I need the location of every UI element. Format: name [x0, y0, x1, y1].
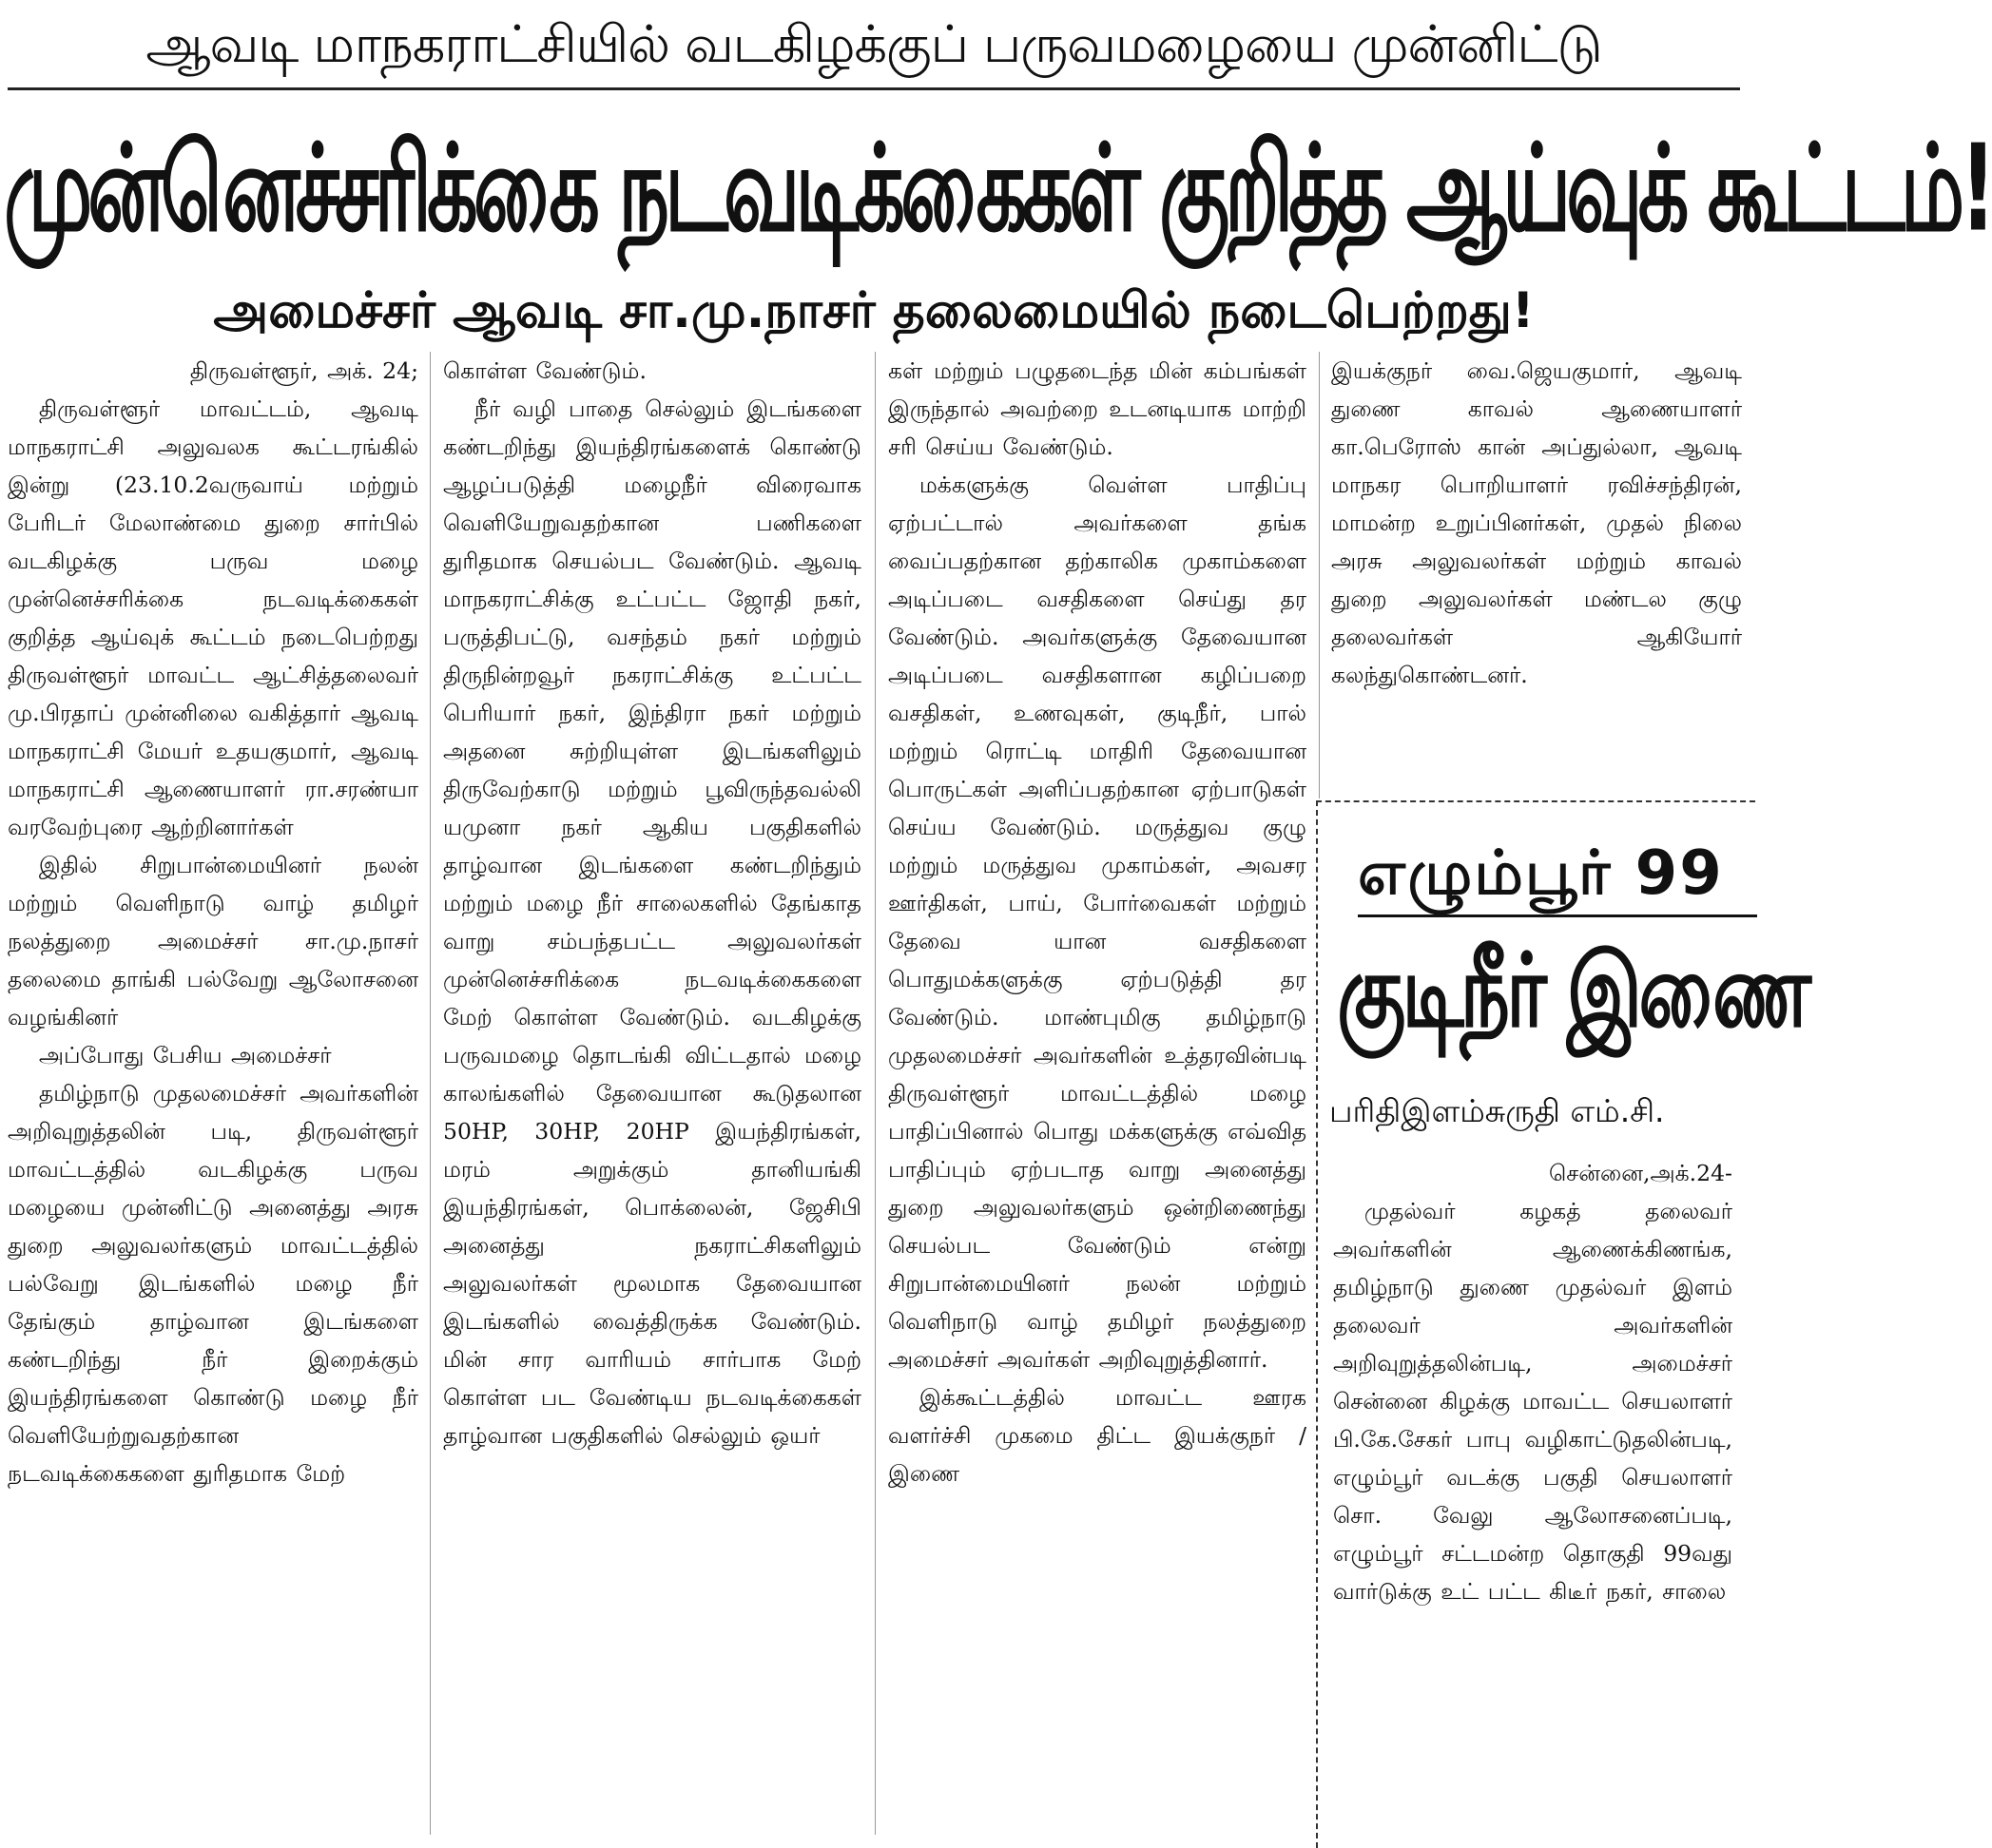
article-column-4: [1331, 352, 1742, 770]
article-paragraph: இக்கூட்டத்தில் மாவட்ட ஊரக வளர்ச்சி முகமை திட்ட இயக்குநர் / இணை: [888, 1384, 1306, 1487]
column-divider: [1319, 352, 1320, 799]
article-column-3: [888, 352, 1306, 1835]
article-paragraph: திருவள்ளூர் மாவட்டம், ஆவடி மாநகராட்சி அலுவலக கூட்டரங்கில் இன்று (23.10.2வருவாய் மற்றும் பேரிடர் மேலாண்மை துறை சார்பில் வடகிழக்கு பருவ மழை முன்னெச்சரிக்கை நடவடிக்கைகள் குறித்த ஆய்வுக் கூட்டம் நடைபெற்றது திருவள்ளூர் மாவட்ட ஆட்சித்தலைவர் மு.பிரதாப் முன்னிலை வகித்தார் ஆவடி மாநகராட்சி மேயர் உதயகுமார், ஆவடி மாநகராட்சி ஆணையாளர் ரா.சரண்யா வரவேற்புரை ஆற்றினார்கள்: [8, 395, 418, 840]
article-paragraph: அப்போது பேசிய அமைச்சர்: [38, 1042, 332, 1068]
article-dateline: திருவள்ளூர், அக். 24;: [189, 357, 418, 384]
article-paragraph: தமிழ்நாடு முதலமைச்சர் அவர்களின் அறிவுறுத்தலின் படி, திருவள்ளூர் மாவட்டத்தில் வடகிழக்கு பருவ மழையை முன்னிட்டு அனைத்து அரசு துறை அலுவலர்களும் மாவட்டத்தில் பல்வேறு இடங்களில் மழை நீர் தேங்கும் தாழ்வான இடங்களை கண்டறிந்து நீர் இறைக்கும் இயந்திரங்களை கொண்டு மழை நீர் வெளியேற்றுவதற்கான நடவடிக்கைகளை துரிதமாக மேற்: [8, 1080, 418, 1487]
sidebar-story-paragraph: முதல்வர் கழகத் தலைவர் அவர்களின் ஆணைக்கிணங்க, தமிழ்நாடு துணை முதல்வர் இளம் தலைவர் அவர்களின் அறிவுறுத்தலின்படி, அமைச்சர் சென்னை கிழக்கு மாவட்ட செயலாளர் பி.கே.சேகர் பாபு வழிகாட்டுதலின்படி, எழும்பூர் வடக்கு பகுதி செயலாளர் சொ. வேலு ஆலோசனைப்படி, எழும்பூர் சட்டமன்ற தொகுதி 99வது வார்டுக்கு உட் பட்ட கிடீர் நகர், சாலை: [1333, 1198, 1732, 1605]
sidebar-story-byline: பரிதிஇளம்சுருதி எம்.சி.: [1329, 1092, 1665, 1129]
kicker-headline: ஆவடி மாநகராட்சியில் வடகிழக்குப் பருவமழையை முன்னிட்டு: [145, 14, 1602, 74]
sidebar-story-rule: [1358, 914, 1757, 917]
article-paragraph: கள் மற்றும் பழுதடைந்த மின் கம்பங்கள் இருந்தால் அவற்றை உடனடியாக மாற்றி சரி செய்ய வேண்டும்.: [888, 357, 1306, 460]
main-headline: முன்னெச்சரிக்கை நடவடிக்கைகள் குறித்த ஆய்வுக் கூட்டம்!: [4, 118, 1992, 259]
article-paragraph: இயக்குநர் வை.ஜெயகுமார், ஆவடி துணை காவல் ஆணையாளர் கா.பெரோஸ் கான் அப்துல்லா, ஆவடி மாநகர பொறியாளர் ரவிச்சந்திரன், மாமன்ற உறுப்பினர்கள், முதல் நிலை அரசு அலுவலர்கள் மற்றும் காவல் துறை அலுவலர்கள் மண்டல குழு தலைவர்கள் ஆகியோர் கலந்துகொண்டனர்.: [1331, 357, 1742, 688]
sidebar-story-body: [1333, 1154, 1732, 1838]
article-paragraph: மக்களுக்கு வெள்ள பாதிப்பு ஏற்பட்டால் அவர்களை தங்க வைப்பதற்கான தற்காலிக முகாம்களை அடிப்படை வசதிகளை செய்து தர வேண்டும். அவர்களுக்கு தேவையான அடிப்படை வசதிகளான கழிப்பறை வசதிகள், உணவுகள், குடிநீர், பால் மற்றும் ரொட்டி மாதிரி தேவையான பொருட்கள் அளிப்பதற்கான ஏற்பாடுகள் செய்ய வேண்டும். மருத்துவ குழு மற்றும் மருத்துவ முகாம்கள், அவசர ஊர்திகள், பாய், போர்வைகள் மற்றும் தேவை யான வசதிகளை பொதுமக்களுக்கு ஏற்படுத்தி தர வேண்டும். மாண்புமிகு தமிழ்நாடு முதலமைச்சர் அவர்களின் உத்தரவின்படி திருவள்ளூர் மாவட்டத்தில் மழை பாதிப்பினால் பொது மக்களுக்கு எவ்வித பாதிப்பும் ஏற்படாத வாறு அனைத்து துறை அலுவலர்களும் ஒன்றிணைந்து செயல்பட வேண்டும் என்று சிறுபான்மையினர் நலன் மற்றும் வெளிநாடு வாழ் தமிழர் நலத்துறை அமைச்சர் அவர்கள் அறிவுறுத்தினார்.: [888, 472, 1306, 1373]
sidebar-story-kicker: எழும்பூர் 99: [1358, 838, 1724, 909]
article-paragraph: இதில் சிறுபான்மையினர் நலன் மற்றும் வெளிநாடு வாழ் தமிழர் நலத்துறை அமைச்சர் சா.மு.நாசர் தலைமை தாங்கி பல்வேறு ஆலோசனை வழங்கினர்: [8, 852, 418, 1030]
subheadline: அமைச்சர் ஆவடி சா.மு.நாசர் தலைமையில் நடைபெற்றது!: [213, 282, 1535, 339]
article-paragraph: கொள்ள வேண்டும்.: [443, 357, 647, 384]
sidebar-story-headline: குடிநீர் இணை: [1337, 933, 1808, 1051]
column-divider: [430, 352, 431, 1835]
sidebar-story-box: [1316, 800, 1808, 1848]
article-paragraph: நீர் வழி பாதை செல்லும் இடங்களை கண்டறிந்து இயந்திரங்களைக் கொண்டு ஆழப்படுத்தி மழைநீர் விரைவாக வெளியேறுவதற்கான பணிகளை துரிதமாக செயல்பட வேண்டும். ஆவடி மாநகராட்சிக்கு உட்பட்ட ஜோதி நகர், பருத்திபட்டு, வசந்தம் நகர் மற்றும் திருநின்றவூர் நகராட்சிக்கு உட்பட்ட பெரியார் நகர், இந்திரா நகர் மற்றும் அதனை சுற்றியுள்ள இடங்களிலும் திருவேற்காடு மற்றும் பூவிருந்தவல்லி யமுனா நகர் ஆகிய பகுதிகளில் தாழ்வான இடங்களை கண்டறிந்தும் மற்றும் மழை நீர் சாலைகளில் தேங்காத வாறு சம்பந்தபட்ட அலுவலர்கள் முன்னெச்சரிக்கை நடவடிக்கைகளை மேற் கொள்ள வேண்டும். வடகிழக்கு பருவமழை தொடங்கி விட்டதால் மழை காலங்களில் தேவையான கூடுதலான 50HP, 30HP, 20HP இயந்திரங்கள், மரம் அறுக்கும் தானியங்கி இயந்திரங்கள், பொக்லைன், ஜேசிபி அனைத்து நகராட்சிகளிலும் அலுவலர்கள் மூலமாக தேவையான இடங்களில் வைத்திருக்க வேண்டும். மின் சார வாரியம் சார்பாக மேற் கொள்ள பட வேண்டிய நடவடிக்கைகள் தாழ்வான பகுதிகளில் செல்லும் ஒயர்: [443, 395, 861, 1449]
article-column-2: [443, 352, 861, 1835]
sidebar-story-dateline: சென்னை,அக்.24-: [1548, 1160, 1732, 1186]
article-column-1: [8, 352, 418, 1835]
column-divider: [875, 352, 876, 1835]
